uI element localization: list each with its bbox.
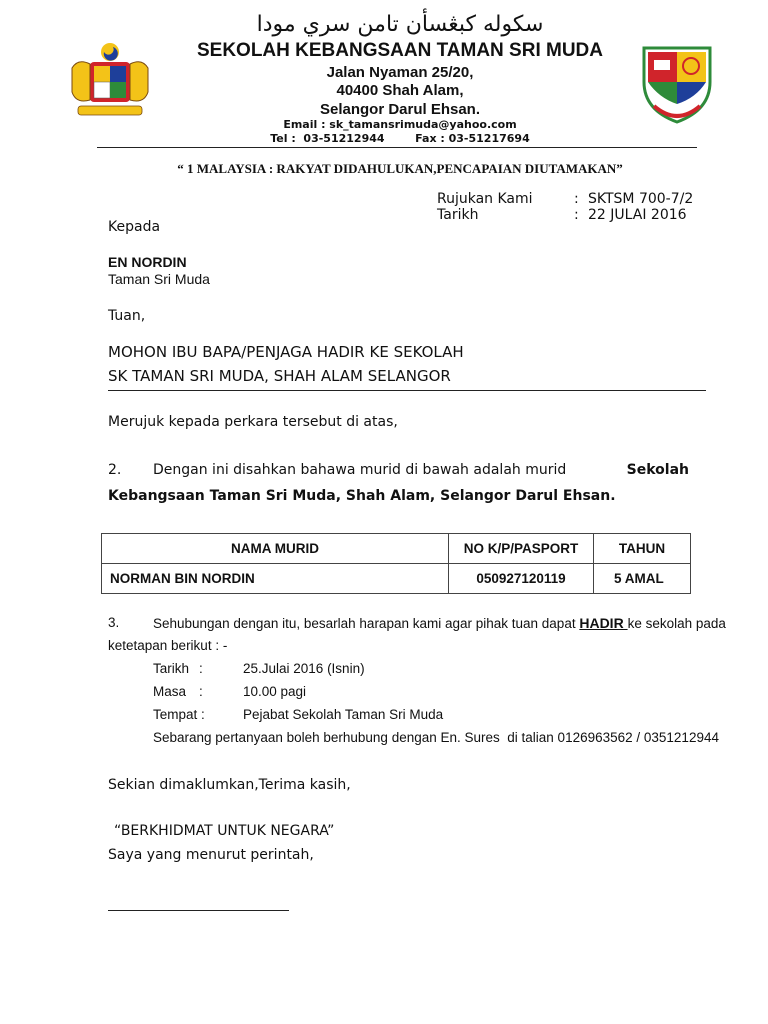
recipient-name: EN NORDIN — [108, 254, 187, 270]
date-sep: : — [574, 207, 579, 223]
jata-negara-crest-icon — [64, 38, 156, 124]
table-header-name: NAMA MURID — [102, 534, 449, 564]
motto: “BERKHIDMAT UNTUK NEGARA” — [114, 823, 335, 839]
table-header-id: NO K/P/PASPORT — [449, 534, 594, 564]
table-row — [102, 564, 691, 594]
detail-date-label: Tarikh — [153, 661, 190, 676]
slogan: “ 1 MALAYSIA : RAKYAT DIDAHULUKAN,PENCAPAIAN DIUTAMAKAN” — [177, 161, 623, 176]
detail-place-value: Pejabat Sekolah Taman Sri Muda — [243, 707, 444, 722]
reference-label: Rujukan Kami — [437, 191, 533, 207]
salutation: Tuan, — [108, 308, 146, 324]
signature-line — [108, 910, 289, 911]
date-label: Tarikh — [437, 207, 479, 223]
closing-line: Sekian dimaklumkan,Terima kasih, — [108, 777, 351, 793]
table-header-row — [102, 534, 691, 564]
table-header-year: TAHUN — [594, 534, 691, 564]
subject-line-2: SK TAMAN SRI MUDA, SHAH ALAM SELANGOR — [108, 367, 451, 385]
recipient-place: Taman Sri Muda — [108, 271, 210, 287]
paragraph-3-text-b: ke sekolah pada — [627, 616, 726, 631]
address-line-1: Jalan Nyaman 25/20, — [326, 64, 474, 81]
detail-time-value: 10.00 pagi — [243, 684, 307, 699]
school-tel-fax: Tel : 03-51212944 Fax : 03-51217694 — [270, 132, 530, 145]
table-cell-id: 050927120119 — [449, 564, 594, 594]
detail-date-value: 25.Julai 2016 (Isnin) — [243, 661, 365, 676]
address-line-2: 40400 Shah Alam, — [336, 82, 464, 99]
paragraph-3-text-a: Sehubungan dengan itu, besarlah harapan kami agar pihak tuan dapat — [153, 616, 576, 631]
header-divider — [97, 147, 697, 148]
paragraph-2-text: Dengan ini disahkan bahawa murid di bawah adalah murid — [153, 462, 567, 478]
paragraph-2-bold-1: Sekolah — [626, 462, 689, 478]
reference-value: SKTSM 700-7/2 — [588, 191, 694, 207]
reference-sep: : — [574, 191, 579, 207]
table-cell-name: NORMAN BIN NORDIN — [102, 564, 449, 594]
paragraph-3-line-1 — [153, 615, 726, 631]
school-email: Email : sk_tamansrimuda@yahoo.com — [283, 118, 517, 131]
sign-off: Saya yang menurut perintah, — [108, 847, 314, 863]
detail-place-label: Tempat : — [153, 707, 205, 722]
paragraph-2-bold-2: Kebangsaan Taman Sri Muda, Shah Alam, Selangor Darul Ehsan. — [108, 488, 616, 504]
school-name-jawi: سکوله کبڠسأن تامن سري مودا — [256, 12, 544, 37]
detail-time-sep: : — [199, 684, 203, 699]
subject-line-1: MOHON IBU BAPA/PENJAGA HADIR KE SEKOLAH — [108, 343, 464, 361]
paragraph-3-number: 3. — [108, 615, 120, 630]
table-cell-year: 5 AMAL — [594, 564, 691, 594]
school-name: SEKOLAH KEBANGSAAN TAMAN SRI MUDA — [196, 40, 604, 61]
hadir-emphasis: HADIR — [579, 615, 628, 631]
date-value: 22 JULAI 2016 — [588, 207, 687, 223]
paragraph-2-number: 2. — [108, 462, 122, 478]
kepada-label: Kepada — [108, 219, 161, 235]
paragraph-3-line-2: ketetapan berikut : - — [108, 638, 228, 653]
enquiry-line: Sebarang pertanyaan boleh berhubung dengan En. Sures di talian 0126963562 / 0351212944 — [153, 730, 719, 745]
detail-time-label: Masa — [153, 684, 187, 699]
student-table — [101, 533, 691, 594]
paragraph-1: Merujuk kepada perkara tersebut di atas, — [108, 414, 398, 430]
subject-divider — [108, 390, 706, 391]
paragraph-2-line-1 — [153, 462, 689, 478]
address-line-3: Selangor Darul Ehsan. — [319, 101, 481, 118]
detail-date-sep: : — [199, 661, 203, 676]
